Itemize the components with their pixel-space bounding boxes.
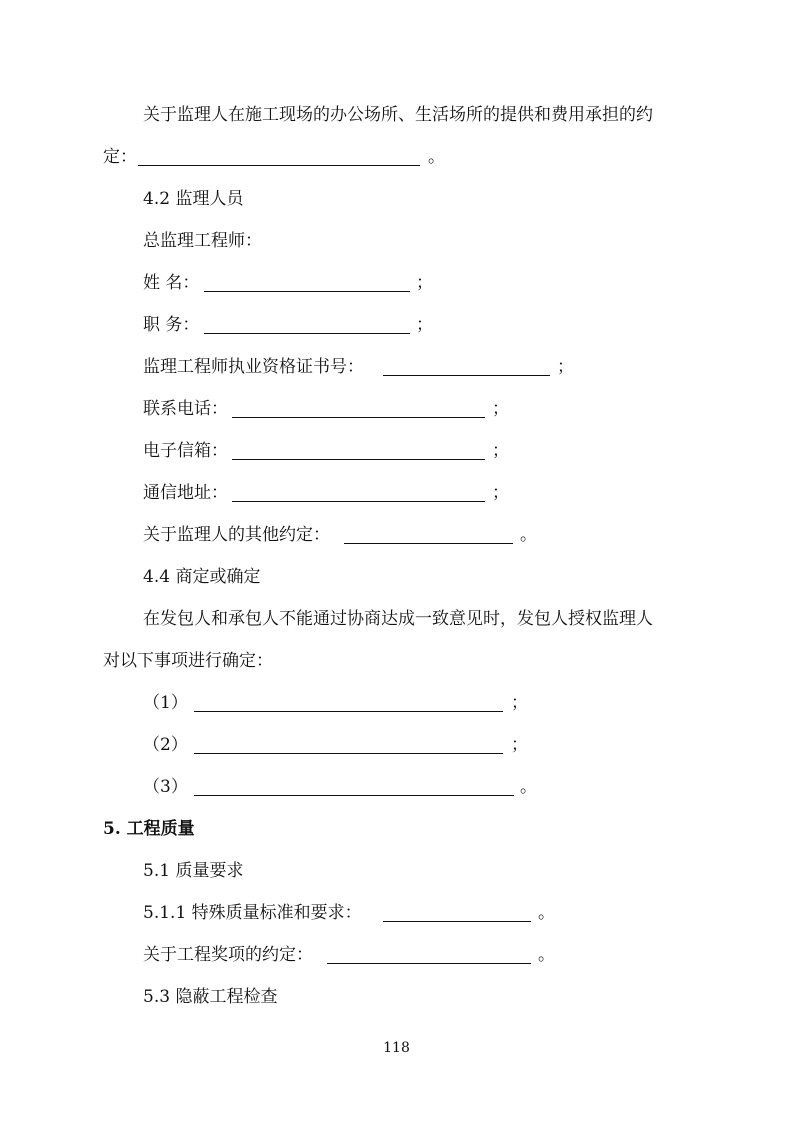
- special-standards-blank: [383, 921, 531, 922]
- item-1-blank: [194, 711, 503, 712]
- semicolon-mark: ；: [492, 399, 509, 419]
- email-blank: [232, 459, 485, 460]
- semicolon-mark: ；: [416, 315, 433, 335]
- section-4-2-heading: 4.2 监理人员: [143, 189, 244, 209]
- phone-label: 联系电话：: [143, 399, 228, 419]
- award-agreement-label: 关于工程奖项的约定：: [143, 945, 313, 965]
- semicolon-mark: ；: [492, 441, 509, 461]
- name-label: 姓 名：: [143, 273, 200, 293]
- license-number-label: 监理工程师执业资格证书号：: [143, 357, 364, 377]
- semicolon-mark: ；: [511, 693, 528, 713]
- award-agreement-blank: [327, 963, 531, 964]
- section-5-1-1-label: 5.1.1 特殊质量标准和要求：: [143, 903, 362, 923]
- name-blank: [204, 291, 410, 292]
- authorization-paragraph-line-2: 对以下事项进行确定：: [103, 651, 273, 671]
- section-5-1-heading: 5.1 质量要求: [143, 861, 244, 881]
- item-1-label: （1）: [143, 693, 188, 713]
- section-5-3-heading: 5.3 隐蔽工程检查: [143, 987, 278, 1007]
- period-mark: 。: [538, 903, 555, 923]
- other-agreement-label: 关于监理人的其他约定：: [143, 525, 330, 545]
- item-3-blank: [194, 795, 514, 796]
- address-blank: [232, 501, 485, 502]
- office-clause-line-2: 定：: [103, 147, 137, 167]
- semicolon-mark: ；: [557, 357, 574, 377]
- item-3-label: （3）: [143, 777, 188, 797]
- license-number-blank: [383, 375, 550, 376]
- position-blank: [204, 333, 410, 334]
- address-label: 通信地址：: [143, 483, 228, 503]
- position-label: 职 务：: [143, 315, 200, 335]
- period-mark: 。: [428, 147, 445, 167]
- item-2-blank: [194, 753, 503, 754]
- office-clause-blank: [138, 165, 420, 166]
- phone-blank: [232, 417, 485, 418]
- email-label: 电子信箱：: [143, 441, 228, 461]
- section-4-4-heading: 4.4 商定或确定: [143, 567, 261, 587]
- office-clause-line-1: 关于监理人在施工现场的办公场所、生活场所的提供和费用承担的约: [143, 105, 653, 125]
- other-agreement-blank: [344, 543, 513, 544]
- page-number: 118: [383, 1040, 410, 1056]
- chief-supervisor-label: 总监理工程师：: [143, 231, 262, 251]
- item-2-label: （2）: [143, 735, 188, 755]
- semicolon-mark: ；: [511, 735, 528, 755]
- period-mark: 。: [520, 525, 537, 545]
- authorization-paragraph-line-1: 在发包人和承包人不能通过协商达成一致意见时，发包人授权监理人: [143, 609, 653, 629]
- period-mark: 。: [520, 777, 537, 797]
- period-mark: 。: [538, 945, 555, 965]
- section-5-heading: 5. 工程质量: [103, 819, 195, 839]
- semicolon-mark: ；: [416, 273, 433, 293]
- semicolon-mark: ；: [492, 483, 509, 503]
